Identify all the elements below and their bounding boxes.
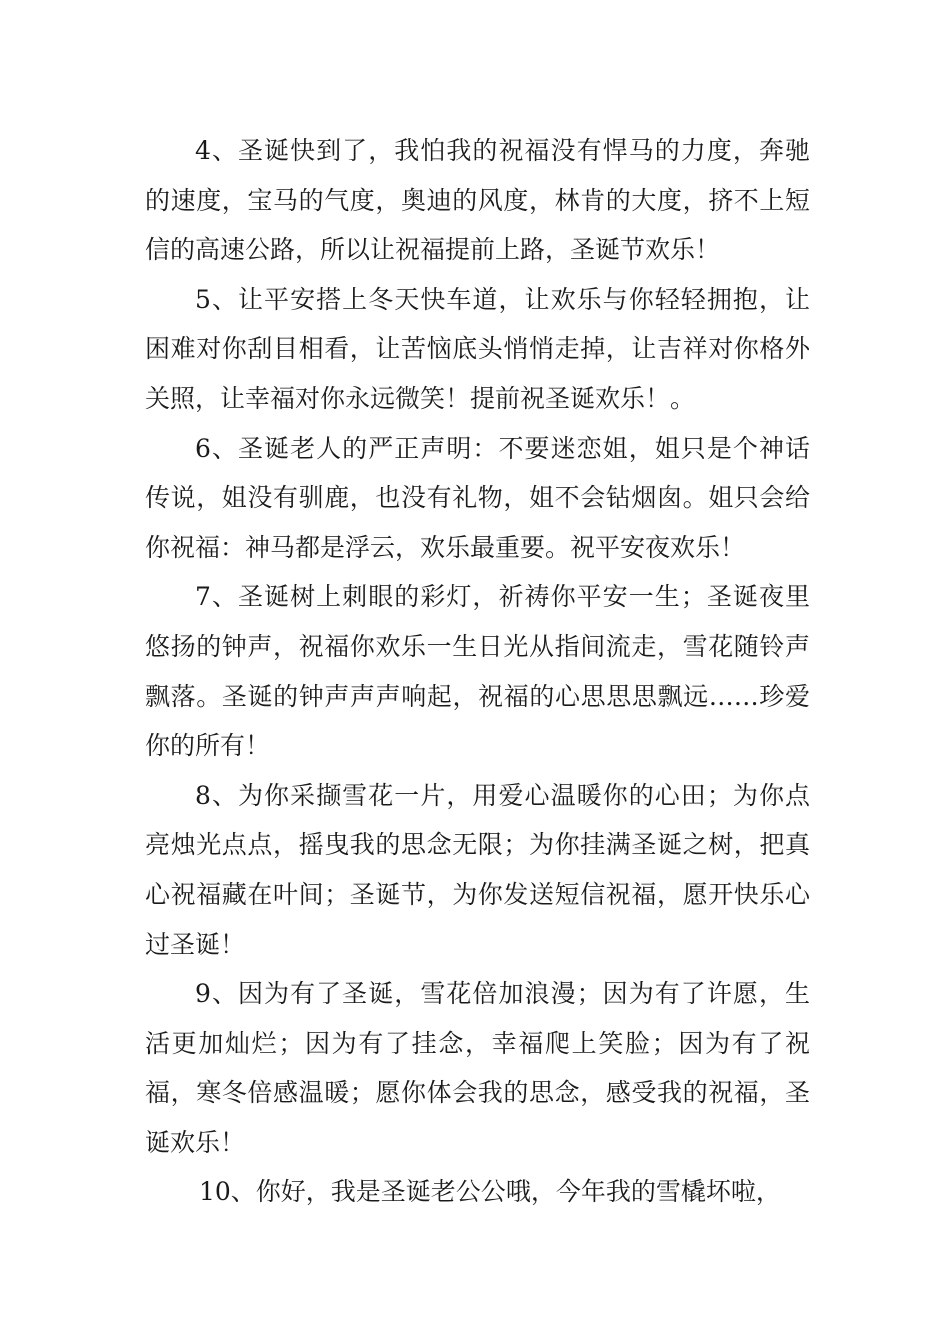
paragraph-6: 6、圣诞老人的严正声明：不要迷恋姐，姐只是个神话传说，姐没有驯鹿，也没有礼物，姐不会钻烟囱。姐只会给你祝福：神马都是浮云，欢乐最重要。祝平安夜欢乐！ [145,433,810,562]
document-body [145,126,810,1217]
paragraph-9: 9、因为有了圣诞，雪花倍加浪漫；因为有了许愿，生活更加灿烂；因为有了挂念，幸福爬上笑脸；因为有了祝福，寒冬倍感温暖；愿你体会我的思念，感受我的祝福，圣诞欢乐！ [145,979,810,1157]
paragraph-8: 8、为你采撷雪花一片，用爱心温暖你的心田；为你点亮烛光点点，摇曳我的思念无限；为你挂满圣诞之树，把真心祝福藏在叶间；圣诞节，为你发送短信祝福，愿开快乐心过圣诞！ [145,780,810,959]
paragraph-4: 4、圣诞快到了，我怕我的祝福没有悍马的力度，奔驰的速度，宝马的气度，奥迪的风度，林肯的大度，挤不上短信的高速公路，所以让祝福提前上路，圣诞节欢乐！ [145,136,810,265]
paragraph-5: 5、让平安搭上冬天快车道，让欢乐与你轻轻拥抱，让困难对你刮目相看，让苦恼底头悄悄走掉，让吉祥对你格外关照，让幸福对你永远微笑！提前祝圣诞欢乐！。 [145,284,810,413]
paragraph-10: 10、你好，我是圣诞老公公哦，今年我的雪橇坏啦， [199,1177,781,1207]
paragraph-7: 7、圣诞树上刺眼的彩灯，祈祷你平安一生；圣诞夜里悠扬的钟声，祝福你欢乐一生日光从指间流走，雪花随铃声飘落。圣诞的钟声声声响起，祝福的心思思思飘远……珍爱你的所有！ [145,582,810,761]
